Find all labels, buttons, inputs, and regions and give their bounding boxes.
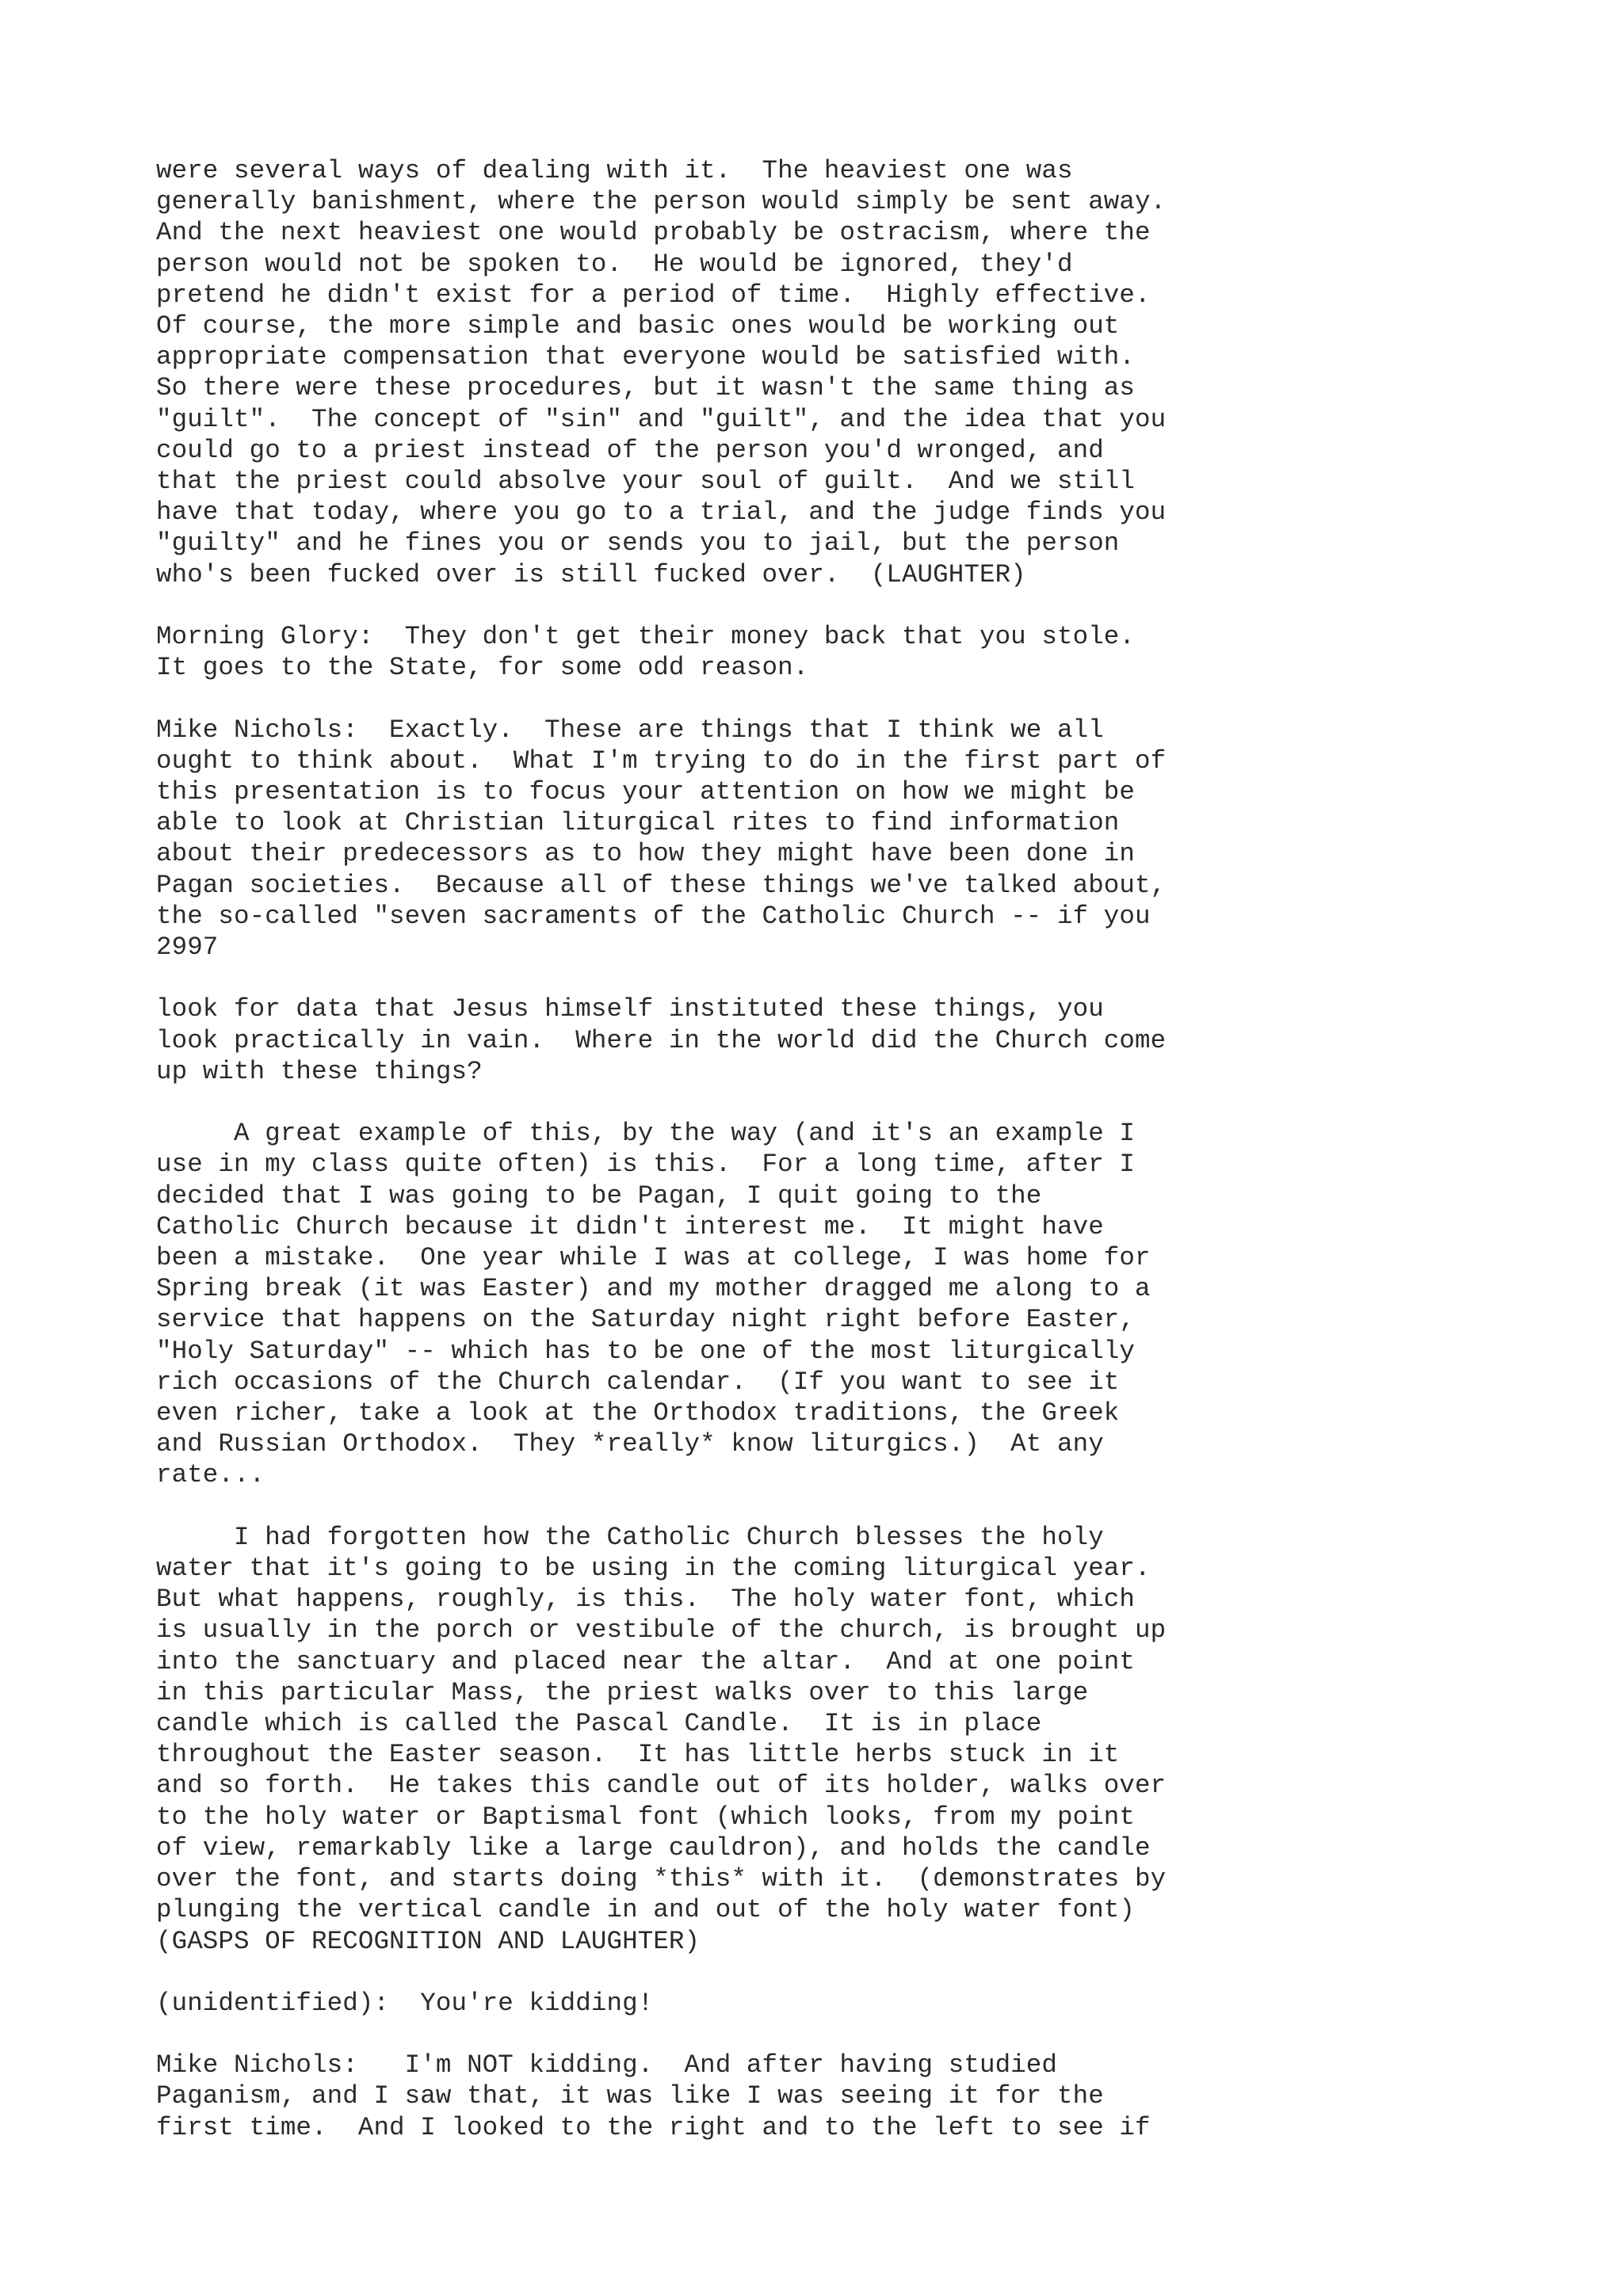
paragraph: Mike Nichols: Exactly. These are things that I think we all ought to think about. What I'm trying to do in the first part of this presentation is to focus your attention on how we might be able to look at Christian liturgical rites to find information about their predecessors as to how they might have been done in Pagan societies. Because all of these things we've talked about, the so-called "seven sacraments of the Catholic Church -- if you bbox=[156, 715, 1167, 931]
paragraph: (unidentified): You're kidding! bbox=[156, 1988, 654, 2018]
paragraph: Morning Glory: They don't get their money back that you stole. It goes to the State, for some odd reason. bbox=[156, 622, 1135, 683]
paragraph: look for data that Jesus himself instituted these things, you look practically in vain. Where in the world did the Church come up with these things? bbox=[156, 994, 1167, 1086]
paragraph: A great example of this, by the way (and it's an example I use in my class quite often) is this. For a long time, after I decided that I was going to be Pagan, I quit going to the Catholic Church because it didn't interest me. It might have been a mistake. One year while I was at college, I was home for Spring break (it was Easter) and my mother dragged me along to a service that happens on the Saturday night right before Easter, "Holy Saturday" -- which has to be one of the most liturgically rich occasions of the Church calendar. (If you want to see it even richer, take a look at the Orthodox traditions, the Greek and Russian Orthodox. They *really* know liturgics.) At any rate... bbox=[156, 1119, 1151, 1490]
paragraph: I had forgotten how the Catholic Church blesses the holy water that it's going to be using in the coming liturgical year. But what happens, roughly, is this. The holy water font, which is usually in the porch or vestibule of the church, is brought up into the sanctuary and placed near the altar. And at one point in this particular Mass, the priest walks over to this large candle which is called the Pascal Candle. It is in place throughout the Easter season. It has little herbs stuck in it and so forth. He takes this candle out of its holder, walks over to the holy water or Baptismal font (which looks, from my point of view, remarkably like a large cauldron), and holds the candle over the font, and starts doing *this* with it. (demonstrates by plunging the vertical candle in and out of the holy water font) (GASPS OF RECOGNITION AND LAUGHTER) bbox=[156, 1522, 1167, 1956]
document-page bbox=[156, 155, 1551, 2174]
paragraph: Mike Nichols: I'm NOT kidding. And after having studied Paganism, and I saw that, it was like I was seeing it for the first time. And I looked to the right and to the left to see if bbox=[156, 2050, 1151, 2142]
paragraph: were several ways of dealing with it. The heaviest one was generally banishment, where the person would simply be sent away. And the next heaviest one would probably be ostracism, where the person would not be spoken to. He would be ignored, they'd pretend he didn't exist for a period of time. Highly effective. Of course, the more simple and basic ones would be working out appropriate compensation that everyone would be satisfied with. So there were these procedures, but it wasn't the same thing as "guilt". The concept of "sin" and "guilt", and the idea that you could go to a priest instead of the person you'd wronged, and that the priest could absolve your soul of guilt. And we still have that today, where you go to a trial, and the judge finds you "guilty" and he fines you or sends you to jail, but the person who's been fucked over is still fucked over. (LAUGHTER) bbox=[156, 156, 1167, 589]
page-number: 2997 bbox=[156, 933, 219, 963]
